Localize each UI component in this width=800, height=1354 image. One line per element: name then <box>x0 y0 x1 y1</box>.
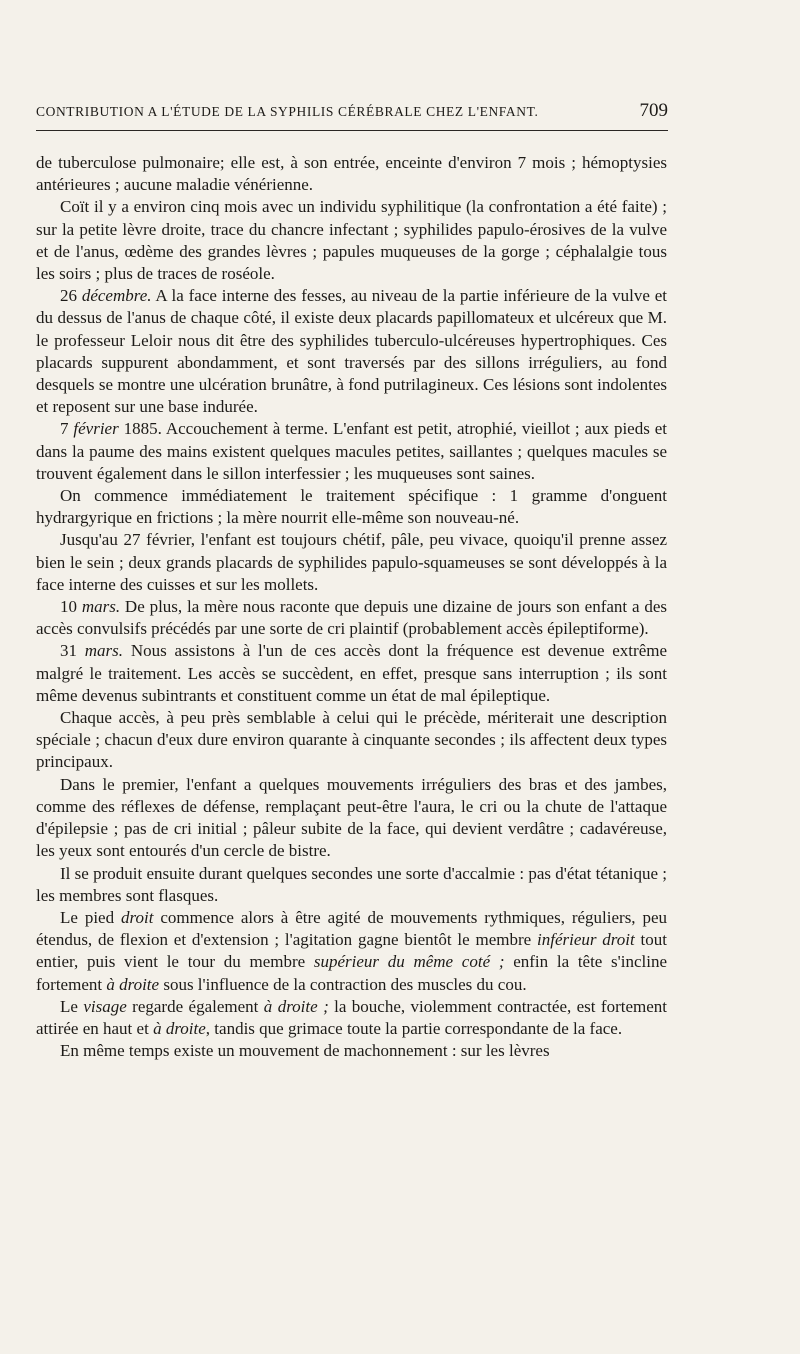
italic-text: à droite <box>106 974 160 994</box>
text-run: En même temps existe un mouvement de machonnement : sur les lèvres <box>60 1041 550 1061</box>
italic-text: mars. <box>84 641 124 661</box>
paragraph <box>36 285 667 418</box>
italic-text: visage <box>83 996 127 1016</box>
text-run: tout entier, puis vient le tour du membre <box>36 930 667 972</box>
text-run: On commence immédiatement le traitement spécifique : 1 gramme d'onguent hydrargyrique en frictions ; la mère nourrit elle-même son nouveau-né. <box>36 486 667 528</box>
paragraph <box>36 907 667 996</box>
text-run: Nous assistons à l'un de ces accès dont la fréquence est devenue extrême malgré le traitement. Les accès se succèdent, en effet, presque sans interruption ; ils sont même devenus subintrants et constituent comme un état de mal épileptique. <box>36 641 668 705</box>
italic-text: droit <box>120 907 154 927</box>
text-run: Il se produit ensuite durant quelques secondes une sorte d'accalmie : pas d'état tétanique ; les membres sont flasques. <box>36 863 667 905</box>
text-run: Chaque accès, à peu près semblable à celui qui le précède, mériterait une description spéciale ; chacun d'eux dure environ quarante à cinquante secondes ; ils affectent deux types principaux. <box>36 708 667 772</box>
body-text <box>36 152 667 1062</box>
paragraph <box>36 863 667 907</box>
text-run: Le <box>60 996 84 1016</box>
text-run: 31 <box>60 641 85 661</box>
paragraph <box>36 596 667 640</box>
running-header <box>36 100 668 122</box>
italic-text: décembre. <box>81 286 152 306</box>
paragraph <box>36 774 667 863</box>
italic-text: mars. <box>81 597 121 617</box>
text-run: De plus, la mère nous raconte que depuis une dizaine de jours son enfant a des accès convulsifs précédés par une sorte de cri plaintif (probablement accès épileptiforme). <box>36 597 667 639</box>
italic-text: à droite <box>153 1018 206 1038</box>
text-run: sous l'influence de la contraction des muscles du cou. <box>159 974 527 994</box>
text-run: Jusqu'au 27 février, l'enfant est toujours chétif, pâle, peu vivace, quoiqu'il prenne assez bien le sein ; deux grands placards de syphilides papulo-squameuses se sont développés à la face interne des cuisses et sur les mollets. <box>36 530 667 594</box>
text-run: commence alors à être agité de mouvements rythmiques, réguliers, peu étendus, de flexion et d'extension ; l'agitation gagne bientôt le membre <box>36 907 667 950</box>
italic-text: février <box>73 419 119 439</box>
header-rule <box>36 130 668 131</box>
paragraph <box>36 1040 667 1062</box>
text-run: enfin la tête s'incline fortement <box>36 952 667 994</box>
paragraph <box>36 196 667 285</box>
text-run: 26 <box>60 286 82 306</box>
paragraph <box>36 485 667 529</box>
text-run: la bouche, violemment contractée, est fortement attirée en haut et <box>36 996 668 1038</box>
text-run: , tandis que grimace toute la partie correspondante de la face. <box>205 1018 623 1038</box>
text-run: Coït il y a environ cinq mois avec un individu syphilitique (la confrontation a été faite) ; sur la petite lèvre droite, trace du chancre infectant ; syphilides papulo-érosives de la vulve et de l'anus, œdème des grandes lèvres ; papules muqueuses de la gorge ; céphalalgie tous les soirs ; plus de traces de roséole. <box>36 197 667 284</box>
paragraph <box>36 640 667 707</box>
text-run: 10 <box>60 597 82 617</box>
text-run: A la face interne des fesses, au niveau de la partie inférieure de la vulve et du dessus de l'anus de chaque côté, il existe deux placards papillomateux et ulcéreux que M. le professeur Leloir nous dit être des syphilides tuberculo-ulcéreuses hypertrophiques. Ces placards suppurent abondamment, et sont traversés par des sillons irréguliers, au fond desquels se montre une ulcération brunâtre, à fond putrilagineux. Ces lésions sont indolentes et reposent sur une base indurée. <box>36 286 668 417</box>
paragraph <box>36 996 667 1040</box>
italic-text: inférieur droit <box>537 930 635 950</box>
text-run: de tuberculose pulmonaire; elle est, à son entrée, enceinte d'environ 7 mois ; hémoptysies antérieures ; aucune maladie vénérienne. <box>36 153 667 195</box>
text-run: Le pied <box>60 907 121 927</box>
text-run: regarde également <box>126 996 264 1016</box>
text-run: Dans le premier, l'enfant a quelques mouvements irréguliers des bras et des jambes, comme des réflexes de défense, remplaçant peut-être l'aura, le cri ou la chute de l'attaque d'épilepsie ; pas de cri initial ; pâleur subite de la face, qui devient verdâtre ; cadavéreuse, les yeux sont entourés d'un cercle de bistre. <box>36 774 667 861</box>
text-run: 7 <box>60 419 74 439</box>
italic-text: supérieur du même coté ; <box>313 952 505 972</box>
page-number: 709 <box>639 100 668 121</box>
paragraph <box>36 707 667 774</box>
paragraph <box>36 152 667 196</box>
running-title: CONTRIBUTION A L'ÉTUDE DE LA SYPHILIS CÉRÉBRALE CHEZ L'ENFANT. <box>36 104 539 119</box>
paragraph <box>36 418 667 485</box>
paragraph <box>36 529 667 596</box>
text-run: 1885. Accouchement à terme. L'enfant est petit, atrophié, vieillot ; aux pieds et dans la paume des mains existent quelques macules petites, saillantes ; quelques macules se trouvent également dans le sillon interfessier ; les muqueuses sont saines. <box>36 419 668 483</box>
italic-text: à droite ; <box>263 996 329 1016</box>
